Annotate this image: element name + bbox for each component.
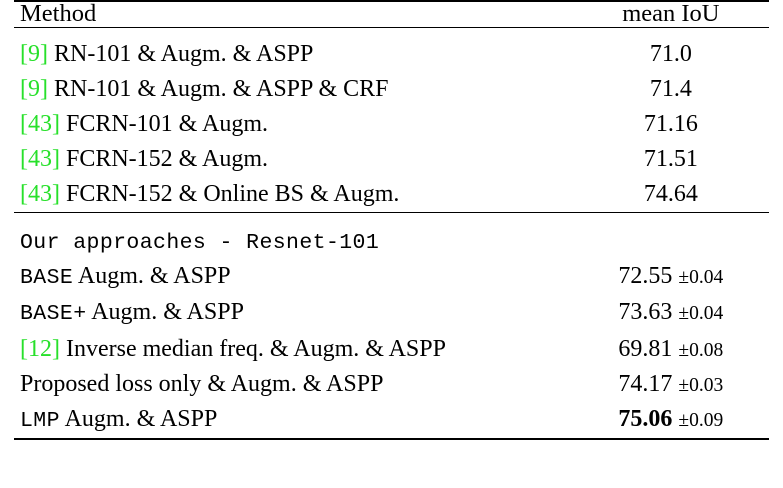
- row-value: 72.55: [618, 262, 673, 289]
- row-method-text: FCRN-152 & Augm.: [59, 146, 269, 172]
- row-method-cell: [14, 177, 573, 213]
- row-method-text: FCRN-101 & Augm.: [59, 111, 269, 137]
- row-value: 74.17: [618, 370, 673, 397]
- table-header-row: [14, 1, 769, 27]
- row-method-cell: [14, 366, 573, 401]
- row-method-mono: BASE+: [20, 302, 87, 326]
- row-value-std: ±0.04: [678, 303, 724, 324]
- row-value: 71.16: [643, 111, 698, 137]
- row-method-cell: [14, 401, 573, 439]
- row-method-text: RN-101 & Augm. & ASPP & CRF: [47, 76, 389, 102]
- row-method-cell: [14, 107, 573, 142]
- rule-cell-right: [573, 27, 769, 37]
- row-method-mono: BASE: [20, 265, 74, 290]
- rule-cell-left: [14, 212, 573, 222]
- row-value-cell: [573, 331, 769, 366]
- citation-link[interactable]: [43]: [20, 111, 60, 137]
- rule-bottom: [14, 439, 769, 449]
- row-value-std: ±0.03: [678, 374, 724, 396]
- rule-cell-left: [14, 27, 573, 37]
- row-method-text: Inverse median freq. & Augm. & ASPP: [59, 335, 446, 362]
- row-value-cell: [573, 142, 769, 177]
- row-value-cell: [573, 177, 769, 213]
- section-group-row: [14, 222, 769, 259]
- citation-link[interactable]: [43]: [20, 146, 60, 172]
- table-row: [14, 401, 769, 439]
- rule-cell-right: [573, 439, 769, 449]
- section-group-label: Our approaches - Resnet-101: [20, 230, 380, 255]
- row-method-text: Augm. & ASPP: [86, 299, 244, 325]
- results-table: [14, 0, 769, 449]
- row-method-cell: [14, 258, 573, 295]
- row-value-cell: [573, 366, 769, 401]
- row-value: 73.63: [618, 299, 673, 325]
- row-method-text: Augm. & ASPP: [59, 405, 218, 432]
- rule-cell-left: [14, 439, 573, 449]
- row-method-cell: [14, 37, 573, 72]
- table-row: [14, 258, 769, 295]
- header-cell-method: Method: [14, 1, 573, 27]
- row-method-cell: [14, 142, 573, 177]
- table-row: [14, 331, 769, 366]
- table-row: [14, 142, 769, 177]
- row-value: 74.64: [643, 181, 698, 207]
- row-value: 71.4: [649, 76, 692, 102]
- row-value: 69.81: [618, 335, 673, 362]
- header-cell-metric: mean IoU: [573, 1, 769, 27]
- row-method-text: FCRN-152 & Online BS & Augm.: [59, 181, 400, 207]
- row-method-text: Proposed loss only & Augm. & ASPP: [20, 370, 384, 397]
- section-group-value: [573, 222, 769, 259]
- rule-after-header: [14, 27, 769, 37]
- table-body: [14, 1, 769, 449]
- row-method-text: Augm. & ASPP: [73, 262, 231, 289]
- row-value-cell: [573, 72, 769, 107]
- citation-link[interactable]: [12]: [20, 335, 60, 362]
- table-row: [14, 366, 769, 401]
- citation-link[interactable]: [43]: [20, 181, 60, 207]
- row-value-std: ±0.08: [678, 339, 724, 361]
- row-value-cell: [573, 401, 769, 439]
- row-value: 75.06: [618, 405, 673, 432]
- row-method-text: RN-101 & Augm. & ASPP: [47, 41, 314, 67]
- table-row: [14, 37, 769, 72]
- row-method-cell: [14, 331, 573, 366]
- citation-link[interactable]: [9]: [20, 41, 48, 67]
- row-method-mono: LMP: [20, 408, 60, 433]
- row-value-cell: [573, 295, 769, 332]
- table-row: [14, 177, 769, 213]
- row-value-cell: [573, 107, 769, 142]
- rule-between-sections: [14, 212, 769, 222]
- citation-link[interactable]: [9]: [20, 76, 48, 102]
- row-value: 71.51: [643, 146, 698, 172]
- table-row: [14, 72, 769, 107]
- table-row: [14, 295, 769, 332]
- row-method-cell: [14, 72, 573, 107]
- rule-cell-right: [573, 212, 769, 222]
- row-value-cell: [573, 258, 769, 295]
- row-value-std: ±0.04: [678, 266, 724, 288]
- row-value-cell: [573, 37, 769, 72]
- row-value-std: ±0.09: [678, 409, 724, 431]
- row-method-cell: [14, 295, 573, 332]
- table-row: [14, 107, 769, 142]
- row-value: 71.0: [649, 41, 692, 67]
